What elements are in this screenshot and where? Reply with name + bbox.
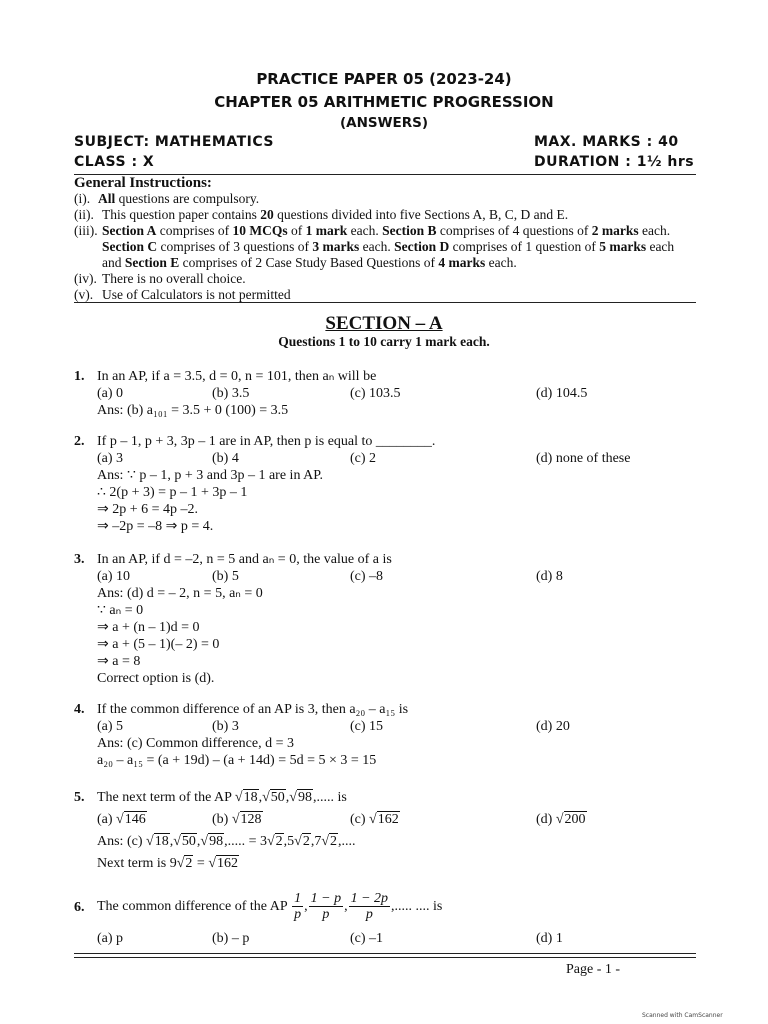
- radicand: 200: [564, 812, 586, 827]
- subject-label: SUBJECT: MATHEMATICS: [74, 134, 274, 150]
- option-label: (d): [536, 812, 553, 827]
- instruction-number: (v).: [74, 287, 94, 302]
- radicand: 50: [181, 834, 196, 849]
- instruction-number: (i).: [74, 191, 91, 206]
- page-number: Page - 1 -: [566, 962, 621, 977]
- option-a: (a) 3: [97, 451, 124, 466]
- radicand: 50: [270, 790, 285, 805]
- question-stem-tail: ,..... is: [312, 790, 347, 805]
- question-1: [74, 368, 714, 419]
- instruction-text: Section A comprises of 10 MCQs of 1 mark each. Section B comprises of 4 questions of 2 marks each. Section C comprises of 3 questions of 3 marks each. Section D comprises of 1 question of 5 marks each and Section E comprises of 2 Case Study Based Questions of 4 marks each.: [102, 223, 675, 270]
- radicand: 98: [297, 790, 312, 805]
- sqrt-term: √18: [146, 834, 169, 849]
- radicand: 146: [124, 812, 146, 827]
- sqrt-term: √2: [321, 834, 338, 849]
- radicand: 162: [377, 812, 399, 827]
- question-stem: If p – 1, p + 3, 3p – 1 are in AP, then p is equal to ________.: [97, 434, 436, 449]
- option-b: (b) – p: [212, 931, 250, 946]
- question-number: 5.: [74, 790, 85, 805]
- question-stem: The next term of the AP: [97, 790, 232, 805]
- question-stem-tail: ,..... .... is: [391, 898, 443, 914]
- options-row: [74, 385, 714, 402]
- section-title: [0, 313, 768, 335]
- instruction-item: [74, 207, 696, 223]
- instruction-item: [74, 287, 696, 303]
- question-6: 6. The common difference of the AP $\frac{1}{p}$ , $\frac{1 - p}{p}$ , $\frac{1 - 2p}{p}$ ,..... .... is (a) p (b) – p (c) –1 (d) 1: [74, 888, 714, 947]
- option-d: (d) 8: [536, 569, 563, 584]
- radicand: 162: [217, 856, 238, 871]
- numerator: 1 − p: [310, 890, 342, 906]
- option-c: [350, 809, 400, 831]
- fraction-term: [349, 891, 390, 922]
- section-title-text: SECTION – A: [325, 313, 443, 334]
- answer-line: ∴ 2(p + 3) = p – 1 + 3p – 1: [97, 485, 248, 500]
- question-stem: If the common difference of an AP is 3, then a₂₀ – a₁₅ is: [97, 702, 409, 717]
- sqrt-term: √18: [234, 790, 258, 805]
- option-b: (b) 3.5: [212, 386, 250, 401]
- radicand: 2: [330, 834, 338, 849]
- denominator: p: [322, 906, 330, 922]
- option-a: (a) p: [97, 931, 124, 946]
- sqrt-term: √2: [176, 856, 193, 871]
- option-b: (b) 4: [212, 451, 239, 466]
- option-d: (d) 20: [536, 719, 570, 734]
- class-label: CLASS : X: [74, 154, 155, 170]
- option-d: (d) none of these: [536, 451, 631, 466]
- next-term-prefix: Next term is 9: [97, 856, 177, 871]
- instruction-item: [74, 223, 696, 271]
- sqrt-term: √162: [369, 812, 399, 827]
- question-number: 3.: [74, 552, 85, 567]
- denominator: p: [294, 906, 302, 922]
- answer-line: Ans: (c) √18,√50,√98,..... = 3√2,5√2,7√2,....: [74, 831, 714, 853]
- option-a: [97, 809, 147, 831]
- answer-line: Ans: (b) a₁₀₁ = 3.5 + 0 (100) = 3.5: [97, 403, 289, 418]
- question-number: 1.: [74, 369, 85, 384]
- footer-divider: [74, 957, 696, 958]
- instruction-item: [74, 191, 696, 207]
- general-instructions: [74, 175, 696, 303]
- fraction-term: [292, 891, 303, 922]
- instruction-number: (iii).: [74, 223, 98, 238]
- options-row: [74, 809, 714, 831]
- option-b: (b) 3: [212, 719, 239, 734]
- option-d: (d) 1: [536, 931, 563, 946]
- radicand: 2: [185, 856, 193, 871]
- answers-label: (ANSWERS): [339, 115, 429, 131]
- answer-line: Ans: (d) d = – 2, n = 5, aₙ = 0: [97, 586, 263, 601]
- option-b: [212, 809, 263, 831]
- question-stem: The common difference of the AP: [97, 898, 288, 914]
- answer-line: Ans: (c) Common difference, d = 3: [97, 736, 294, 751]
- option-a: (a) 10: [97, 569, 131, 584]
- answer-tail: ,....: [338, 834, 356, 849]
- instruction-text: There is no overall choice.: [102, 271, 246, 286]
- option-label: (c): [350, 812, 366, 827]
- sqrt-term: √146: [116, 812, 146, 827]
- sqrt-term: √200: [555, 812, 586, 827]
- instruction-text: Use of Calculators is not permitted: [102, 287, 291, 302]
- question-5: 5. The next term of the AP √18,√50,√98,..... is (a) √146 (b) √128 (c) √162 (d) √200 Ans: (c) √18,√50,√98,..... = 3√2,5√2,7√2,.... Next term is 9√2 = √162: [74, 787, 714, 875]
- option-d: (d) 104.5: [536, 386, 588, 401]
- answer-line: ⇒ 2p + 6 = 4p –2.: [97, 502, 199, 517]
- instruction-number: (iv).: [74, 271, 97, 286]
- numerator: 1: [294, 890, 302, 906]
- question-3: [74, 551, 714, 687]
- option-b: (b) 5: [212, 569, 239, 584]
- question-4: [74, 701, 714, 769]
- radicand: 18: [154, 834, 169, 849]
- sqrt-term: √162: [208, 856, 238, 871]
- options-row: [74, 568, 714, 585]
- question-stem: In an AP, if a = 3.5, d = 0, n = 101, then aₙ will be: [97, 369, 377, 384]
- option-c: (c) 2: [350, 451, 377, 466]
- answer-line: ⇒ a + (5 – 1)(– 2) = 0: [97, 637, 220, 652]
- sqrt-term: √98: [200, 834, 224, 849]
- question-number: 2.: [74, 434, 85, 449]
- answer-line: Correct option is (d).: [97, 671, 215, 686]
- question-number: 6.: [74, 900, 85, 915]
- answer-line: ⇒ –2p = –8 ⇒ p = 4.: [97, 519, 214, 534]
- sqrt-term: √2: [294, 834, 310, 849]
- answer-line: Ans: ∵ p – 1, p + 3 and 3p – 1 are in AP.: [97, 468, 324, 483]
- option-c: (c) 15: [350, 719, 384, 734]
- option-a: (a) 5: [97, 719, 124, 734]
- sqrt-term: √128: [231, 812, 262, 827]
- denominator: p: [365, 906, 373, 922]
- instructions-title: General Instructions:: [74, 175, 212, 191]
- answer-middle: ,..... = 3: [224, 834, 267, 849]
- instruction-text: This question paper contains 20 questions divided into five Sections A, B, C, D and E.: [102, 207, 569, 222]
- option-label: (a): [97, 812, 113, 827]
- paper-title: PRACTICE PAPER 05 (2023-24): [256, 70, 512, 88]
- radicand: 98: [209, 834, 224, 849]
- answer-line: ⇒ a = 8: [97, 654, 141, 669]
- answer-line: Next term is 9√2 = √162: [74, 853, 714, 875]
- footer-divider: [74, 953, 696, 954]
- question-2: [74, 433, 714, 535]
- instruction-item: [74, 271, 696, 287]
- radicand: 2: [302, 834, 310, 849]
- answer-line: ⇒ a + (n – 1)d = 0: [97, 620, 200, 635]
- option-a: (a) 0: [97, 386, 124, 401]
- answer-prefix: Ans: (c): [97, 834, 143, 849]
- sqrt-term: √2: [266, 834, 283, 849]
- section-subtitle: Questions 1 to 10 carry 1 mark each.: [278, 334, 490, 349]
- duration-label: DURATION : 1½ hrs: [534, 154, 695, 170]
- max-marks-label: MAX. MARKS : 40: [534, 134, 679, 150]
- question-stem: In an AP, if d = –2, n = 5 and aₙ = 0, the value of a is: [97, 552, 392, 567]
- instructions-divider: [74, 302, 696, 303]
- option-c: (c) –8: [350, 569, 384, 584]
- radicand: 18: [243, 790, 258, 805]
- options-row: [74, 450, 714, 467]
- answer-line: a₂₀ – a₁₅ = (a + 19d) – (a + 14d) = 5d = 5 × 3 = 15: [97, 753, 377, 768]
- numerator: 1 − 2p: [350, 890, 389, 906]
- sqrt-term: √98: [289, 790, 312, 805]
- sqrt-term: √50: [173, 834, 196, 849]
- chapter-title: CHAPTER 05 ARITHMETIC PROGRESSION: [214, 93, 554, 111]
- question-number: 4.: [74, 702, 85, 717]
- radicand: 2: [275, 834, 283, 849]
- option-label: (b): [212, 812, 229, 827]
- instruction-text: All questions are compulsory.: [98, 191, 260, 206]
- scanner-watermark: Scanned with CamScanner: [642, 1012, 723, 1019]
- option-d: [536, 809, 587, 831]
- radicand: 128: [240, 812, 262, 827]
- options-row: [74, 718, 714, 735]
- option-c: (c) –1: [350, 931, 384, 946]
- option-c: (c) 103.5: [350, 386, 401, 401]
- options-row: [74, 930, 714, 947]
- fraction-term: [309, 891, 343, 922]
- sqrt-term: √50: [262, 790, 285, 805]
- instruction-number: (ii).: [74, 207, 94, 222]
- answer-line: ∵ aₙ = 0: [97, 603, 144, 618]
